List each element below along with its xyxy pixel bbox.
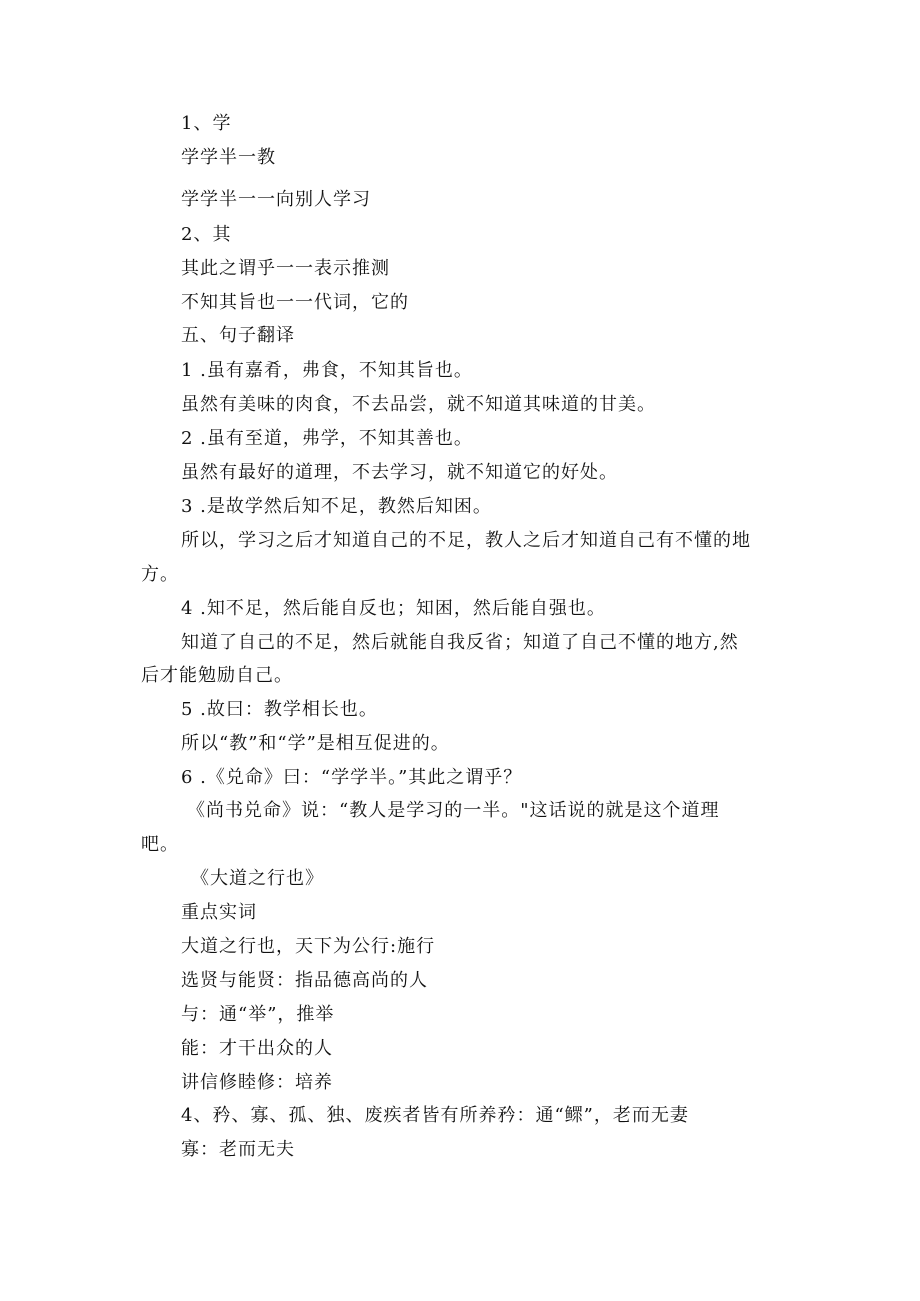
text-line: 大道之行也，天下为公行:施行: [181, 936, 436, 957]
text-line: 其此之谓乎一一表示推测: [181, 258, 390, 279]
text-line: 1、学: [181, 113, 232, 134]
text-line: 4 .知不足，然后能自反也；知困，然后能自强也。: [181, 598, 606, 619]
text-line: 与：通“举”，推举: [181, 1004, 335, 1025]
text-line: 学学半一一向别人学习: [181, 189, 371, 210]
text-line: 所以，学习之后才知道自己的不足，教人之后才知道自己有不懂的地: [181, 530, 751, 551]
text-line: 5 .故曰：教学相长也。: [181, 699, 378, 720]
text-line: 6 .《兑命》曰：“学学半。”其此之谓乎？: [181, 767, 523, 788]
text-line: 知道了自己的不足，然后就能自我反省；知道了自己不懂的地方,然: [181, 632, 739, 653]
text-line: 吧。: [141, 834, 179, 855]
text-line: 讲信修睦修：培养: [181, 1072, 333, 1093]
section-heading: 重点实词: [181, 902, 257, 923]
text-line: 2、其: [181, 224, 232, 245]
text-line: 不知其旨也一一代词，它的: [181, 292, 409, 313]
text-line: 2 .虽有至道，弗学，不知其善也。: [181, 428, 473, 449]
text-line: 方。: [141, 564, 179, 585]
text-line: 学学半一教: [181, 147, 276, 168]
text-line: 虽然有最好的道理，不去学习，就不知道它的好处。: [181, 462, 618, 483]
text-line: 3 .是故学然后知不足，教然后知困。: [181, 496, 492, 517]
text-line: 虽然有美味的肉食，不去品尝，就不知道其味道的甘美。: [181, 394, 656, 415]
section-title: 《大道之行也》: [191, 868, 324, 889]
text-line: 1 .虽有嘉肴，弗食，不知其旨也。: [181, 360, 473, 381]
section-heading: 五、句子翻译: [181, 325, 295, 346]
text-line: 后才能勉励自己。: [141, 665, 293, 686]
text-line: 《尚书兑命》说：“教人是学习的一半。"这话说的就是这个道理: [187, 800, 720, 821]
text-line: 4、矜、寡、孤、独、废疾者皆有所养矜：通“鳏”，老而无妻: [181, 1105, 689, 1126]
text-line: 寡：老而无夫: [181, 1139, 295, 1160]
text-line: 选贤与能贤：指品德高尚的人: [181, 970, 428, 991]
text-line: 能：才干出众的人: [181, 1038, 333, 1059]
text-line: 所以“教”和“学”是相互促进的。: [181, 733, 450, 754]
